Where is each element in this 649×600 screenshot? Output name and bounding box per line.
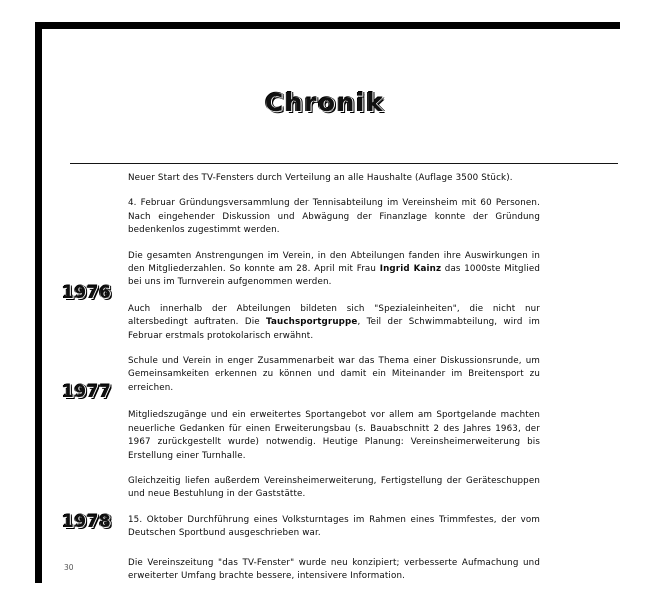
- body-text: Die Vereinszeitung "das TV-Fenster" wurde neu konzipiert; verbesserte Aufmachung und erweiterter Umfang brachte bessere, intensivere Information.: [128, 557, 540, 581]
- paragraph: [128, 250, 540, 290]
- body-text: , Teil der Schwimmabteilung, wird im Februar erstmals protokolarisch erwähnt.: [128, 317, 540, 341]
- body-text: Neuer Start des TV-Fensters durch Verteilung an alle Haushalte (Auflage 3500 Stück).: [128, 173, 513, 183]
- year-block-1976: [128, 290, 540, 395]
- page-number: 30: [64, 563, 74, 572]
- paragraph: [128, 514, 540, 541]
- year-marker-1977: 1977: [62, 382, 112, 402]
- paragraph: [128, 409, 540, 463]
- page-border-top: [35, 22, 620, 29]
- year-block-1978: [128, 541, 540, 584]
- paragraph: [128, 475, 540, 502]
- paragraph: [128, 557, 540, 584]
- title-divider-rule: [70, 163, 618, 164]
- body-text: Auch innerhalb der Abteilungen bildeten sich "Spezialeinheiten", die nicht nur altersbedingt auftraten. Die: [128, 303, 540, 328]
- intro-block: [128, 172, 540, 290]
- block-spacer: [128, 290, 540, 303]
- block-spacer: [128, 541, 540, 557]
- body-text-column: [128, 172, 540, 583]
- body-text: 15. Oktober Durchführung eines Volksturntages im Rahmen eines Trimmfestes, der vom Deutschen Sportbund ausgeschrieben war.: [128, 514, 540, 539]
- paragraph: [128, 197, 540, 237]
- year-block-1977: [128, 395, 540, 540]
- body-text: das 1000ste Mitglied bei uns im Turnverein aufgenommen werden.: [128, 264, 540, 288]
- body-text: 4. Februar Gründungsversammlung der Tennisabteilung im Vereinsheim mit 60 Personen. Nach eingehender Diskussion und Abwägung der Finanzlage konnte der Gründung bedenkenlos zugestimmt werden.: [128, 198, 540, 236]
- paragraph: [128, 172, 540, 185]
- body-text: Gleichzeitig liefen außerdem Vereinsheimerweiterung, Fertigstellung der Geräteschuppen und neue Bestuhlung in der Gaststätte.: [128, 475, 540, 500]
- body-text: Schule und Verein in enger Zusammenarbeit war das Thema einer Diskussionsrunde, um Gemeinsamkeiten erkennen zu können und damit ein Miteinander im Breitensport zu erreichen.: [128, 356, 540, 393]
- paragraph: [128, 303, 540, 343]
- body-text: Mitgliedszugänge und ein erweitertes Sportangebot vor allem am Sportgelande machten neuerliche Gedanken für einen Erweiterungsbau (s. Bauabschnitt 2 des Jahres 1963, der 1967 zurückgestellt wurde) notwendig. Heutige Planung: Vereinsheimerweiterung bis Erstellung einer Turnhalle.: [128, 410, 540, 461]
- block-spacer: [128, 395, 540, 409]
- page-title: Chronik: [264, 88, 385, 117]
- body-text: Die gesamten Anstrengungen im Verein, in den Abteilungen fanden ihre Auswirkungen in den Mitgliederzahlen. So konnte am 28. April mit Frau: [128, 250, 540, 275]
- paragraph: [128, 355, 540, 395]
- year-marker-1976: 1976: [62, 283, 112, 303]
- emphasis-text: Ingrid Kainz: [379, 264, 442, 275]
- year-marker-1978: 1978: [62, 512, 112, 532]
- emphasis-text: Tauchsportgruppe: [266, 317, 358, 328]
